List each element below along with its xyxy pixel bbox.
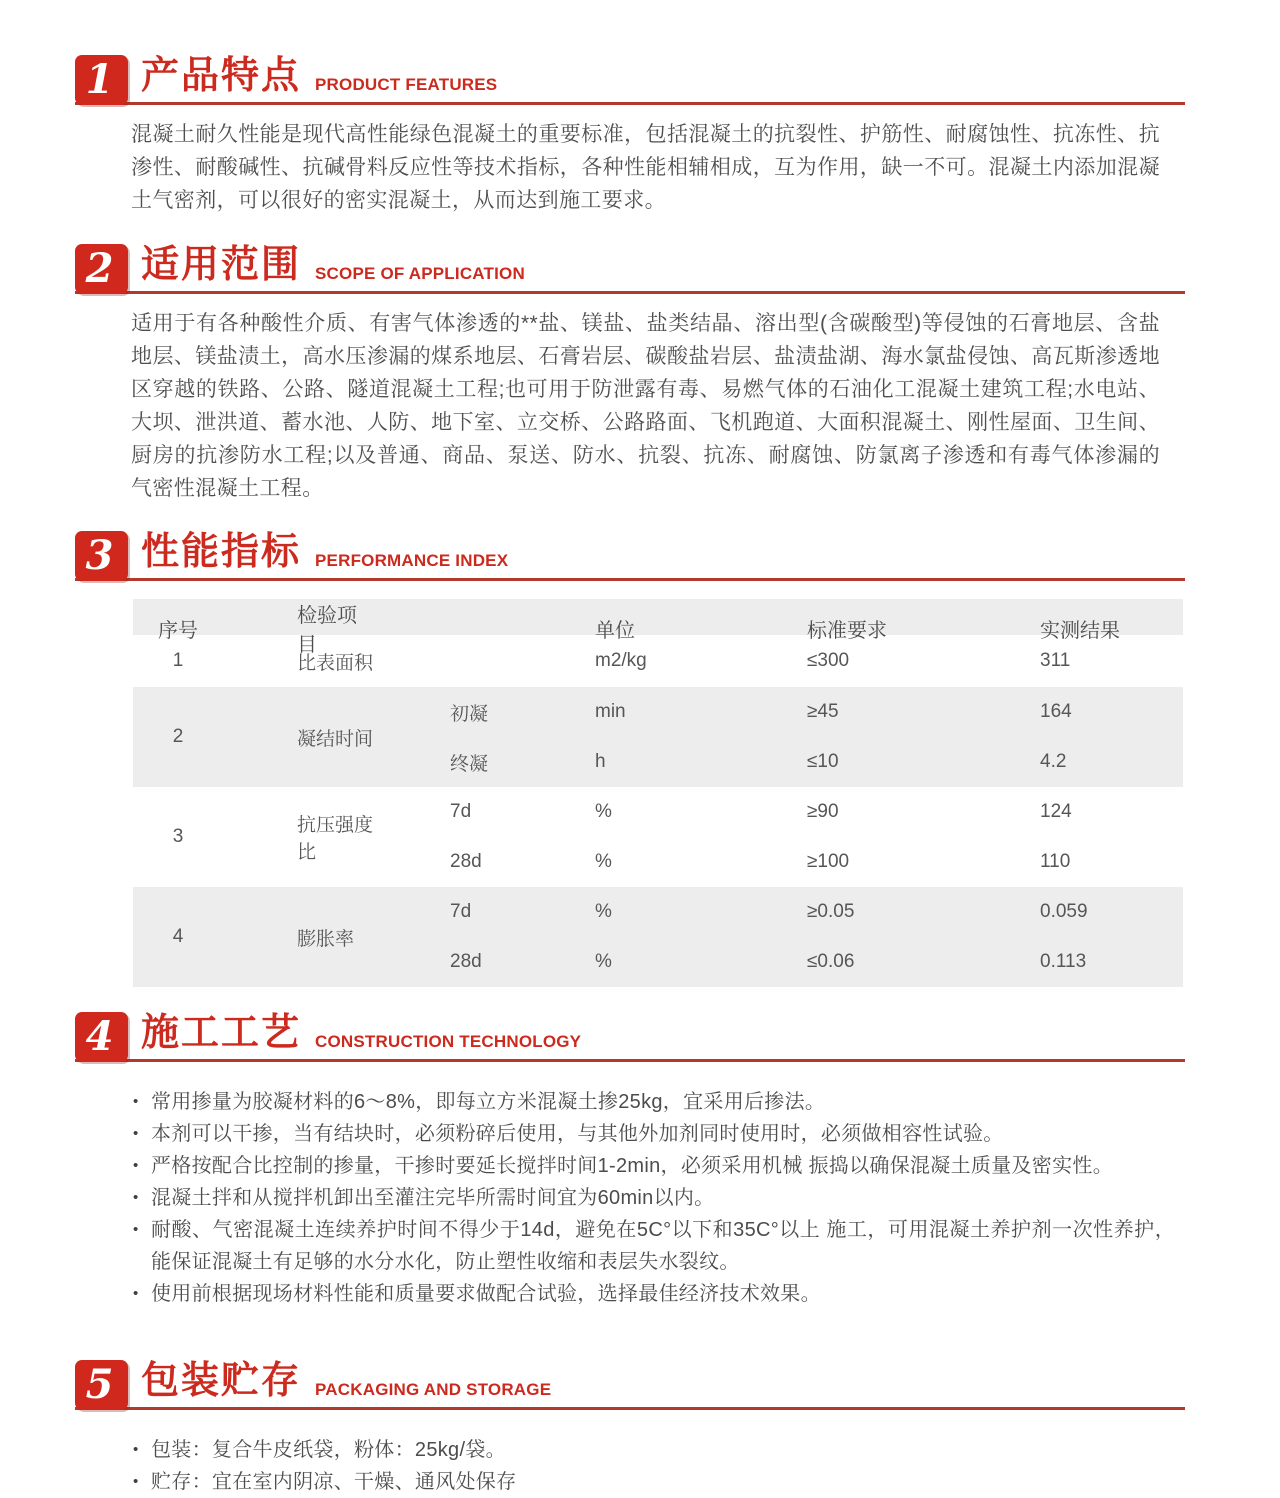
table-row (133, 887, 1183, 987)
col-header-item: 检验项目 (297, 605, 357, 656)
section-4-title-cn: 施工工艺 (141, 1012, 302, 1054)
cell-result: 0.113 (1040, 951, 1087, 972)
bullet-item (133, 1466, 1185, 1498)
packaging-bullet-list (133, 1434, 1185, 1498)
bullet-dot-icon: • (133, 1221, 139, 1238)
bullet-item (133, 1434, 1185, 1466)
cell-result: 0.059 (1040, 901, 1088, 922)
cell-unit: min (595, 701, 626, 722)
bullet-dot-icon: • (133, 1473, 139, 1490)
cell-result: 110 (1040, 851, 1071, 872)
cell-requirement: ≤10 (807, 751, 839, 772)
cell-sub: 28d (450, 951, 482, 972)
cell-sub: 7d (450, 801, 472, 822)
section-5-number-badge (75, 1360, 128, 1410)
cell-requirement: ≤300 (807, 650, 850, 671)
cell-unit: % (595, 851, 612, 872)
bullet-text: 严格按配合比控制的掺量，干掺时要延长搅拌时间1-2min，必须采用机械 振捣以确保混凝土质量及密实性。 (151, 1155, 1113, 1177)
cell-sub: 7d (450, 901, 472, 922)
section-4-title-en: CONSTRUCTION TECHNOLOGY (315, 1032, 582, 1051)
section-3-number-badge (75, 531, 128, 581)
section-3-title-cn: 性能指标 (141, 531, 302, 573)
section-5-number: 5 (85, 1361, 114, 1408)
table-row (133, 687, 1183, 787)
section-5-title-en: PACKAGING AND STORAGE (315, 1380, 552, 1399)
bullet-item (133, 1086, 1185, 1118)
bullet-text: 包装：复合牛皮纸袋，粉体：25kg/袋。 (151, 1439, 506, 1461)
section-packaging-storage (75, 1360, 1185, 1498)
cell-item: 比表面积 (297, 652, 374, 674)
section-product-features (75, 55, 1185, 217)
section-1-header (75, 55, 1185, 105)
section-1-paragraph: 混凝土耐久性能是现代高性能绿色混凝土的重要标准，包括混凝土的抗裂性、护筋性、耐腐蚀性、抗冻性、抗渗性、耐酸碱性、抗碱骨料反应性等技术指标，各种性能相辅相成，互为作用，缺一不可。混凝土内添加混凝土气密剂，可以很好的密实混凝土，从而达到施工要求。 (131, 123, 1160, 212)
section-3-number: 3 (85, 532, 114, 579)
bullet-item (133, 1182, 1185, 1214)
col-header-requirement: 标准要求 (807, 619, 887, 642)
bullet-dot-icon: • (133, 1285, 139, 1302)
section-1-title-en: PRODUCT FEATURES (315, 75, 498, 94)
cell-item: 膨胀率 (297, 928, 355, 950)
section-5-header (75, 1360, 1185, 1410)
section-2-header (75, 244, 1185, 294)
cell-no: 1 (172, 650, 184, 671)
bullet-text: 贮存：宜在室内阴凉、干燥、通风处保存 (151, 1471, 517, 1493)
bullet-item (133, 1150, 1185, 1182)
col-header-no: 序号 (158, 619, 198, 642)
cell-unit: % (595, 901, 612, 922)
cell-no: 4 (172, 926, 184, 947)
construction-bullet-list (133, 1086, 1185, 1310)
section-2-title-cn: 适用范围 (141, 244, 302, 286)
section-construction-technology (75, 1012, 1185, 1310)
cell-requirement: ≥100 (807, 851, 850, 872)
cell-unit: % (595, 801, 612, 822)
bullet-text: 耐酸、气密混凝土连续养护时间不得少于14d，避免在5C°以下和35C°以上 施工，可用混凝土养护剂一次性养护，能保证混凝土有足够的水分水化，防止塑性收缩和表层失水裂纹。 (151, 1219, 1175, 1273)
cell-requirement: ≤0.06 (807, 951, 855, 972)
section-1-number-badge (75, 55, 128, 105)
col-header-unit: 单位 (595, 619, 635, 642)
section-4-number: 4 (85, 1013, 114, 1060)
section-2-title-en: SCOPE OF APPLICATION (315, 264, 525, 283)
table-row (133, 635, 1183, 687)
cell-unit: % (595, 951, 612, 972)
cell-unit: h (595, 751, 606, 772)
cell-result: 164 (1040, 701, 1072, 722)
section-2-number: 2 (85, 245, 114, 292)
section-4-header (75, 1012, 1185, 1062)
section-1-title-cn: 产品特点 (141, 55, 302, 97)
bullet-item (133, 1214, 1185, 1278)
cell-sub: 28d (450, 851, 482, 872)
cell-requirement: ≥90 (807, 801, 839, 822)
bullet-dot-icon: • (133, 1441, 139, 1458)
section-2-body (131, 307, 1160, 505)
bullet-dot-icon: • (133, 1189, 139, 1206)
section-2-number-badge (75, 244, 128, 294)
col-header-result: 实测结果 (1040, 619, 1120, 642)
cell-sub: 初凝 (450, 703, 489, 725)
cell-no: 3 (172, 826, 184, 847)
bullet-text: 混凝土拌和从搅拌机卸出至灌注完毕所需时间宜为60min以内。 (151, 1187, 715, 1209)
cell-item: 抗压强度比 (297, 815, 374, 863)
section-5-title-cn: 包装贮存 (141, 1360, 302, 1402)
bullet-dot-icon: • (133, 1125, 139, 1142)
cell-no: 2 (172, 726, 184, 747)
section-4-number-badge (75, 1012, 128, 1062)
cell-requirement: ≥0.05 (807, 901, 855, 922)
cell-result: 311 (1040, 650, 1071, 671)
cell-unit: m2/kg (595, 650, 647, 671)
cell-requirement: ≥45 (807, 701, 839, 722)
bullet-text: 常用掺量为胶凝材料的6～8%，即每立方米混凝土掺25kg，宜采用后掺法。 (151, 1091, 826, 1113)
section-1-number: 1 (85, 56, 114, 103)
cell-item: 凝结时间 (297, 728, 374, 750)
section-3-title-en: PERFORMANCE INDEX (315, 551, 509, 570)
bullet-item (133, 1118, 1185, 1150)
bullet-text: 使用前根据现场材料性能和质量要求做配合试验，选择最佳经济技术效果。 (151, 1283, 821, 1305)
table-header-row (133, 599, 1183, 656)
bullet-text: 本剂可以干掺，当有结块时，必须粉碎后使用，与其他外加剂同时使用时，必须做相容性试验。 (151, 1123, 1004, 1145)
section-3-header (75, 531, 1185, 581)
bullet-dot-icon: • (133, 1157, 139, 1174)
section-1-body (131, 118, 1160, 217)
bullet-item (133, 1278, 1185, 1310)
table-row (133, 787, 1183, 887)
bullet-dot-icon: • (133, 1093, 139, 1110)
section-performance-index (75, 531, 1185, 987)
cell-sub: 终凝 (450, 753, 489, 775)
section-2-paragraph: 适用于有各种酸性介质、有害气体渗透的**盐、镁盐、盐类结晶、溶出型(含碳酸型)等侵蚀的石膏地层、含盐地层、镁盐渍土，高水压渗漏的煤系地层、石膏岩层、碳酸盐岩层、盐渍盐湖、海水氯盐侵蚀、高瓦斯渗透地区穿越的铁路、公路、隧道混凝土工程;也可用于防泄露有毒、易燃气体的石油化工混凝土建筑工程;水电站、大坝、泄洪道、蓄水池、人防、地下室、立交桥、公路路面、飞机跑道、大面积混凝土、刚性屋面、卫生间、厨房的抗渗防水工程;以及普通、商品、泵送、防水、抗裂、抗冻、耐腐蚀、防氯离子渗透和有毒气体渗漏的气密性混凝土工程。 (131, 312, 1160, 500)
cell-sub (376, 635, 521, 687)
cell-result: 124 (1040, 801, 1072, 822)
performance-table (133, 599, 1183, 987)
cell-result: 4.2 (1040, 751, 1067, 772)
section-scope-of-application (75, 244, 1185, 505)
